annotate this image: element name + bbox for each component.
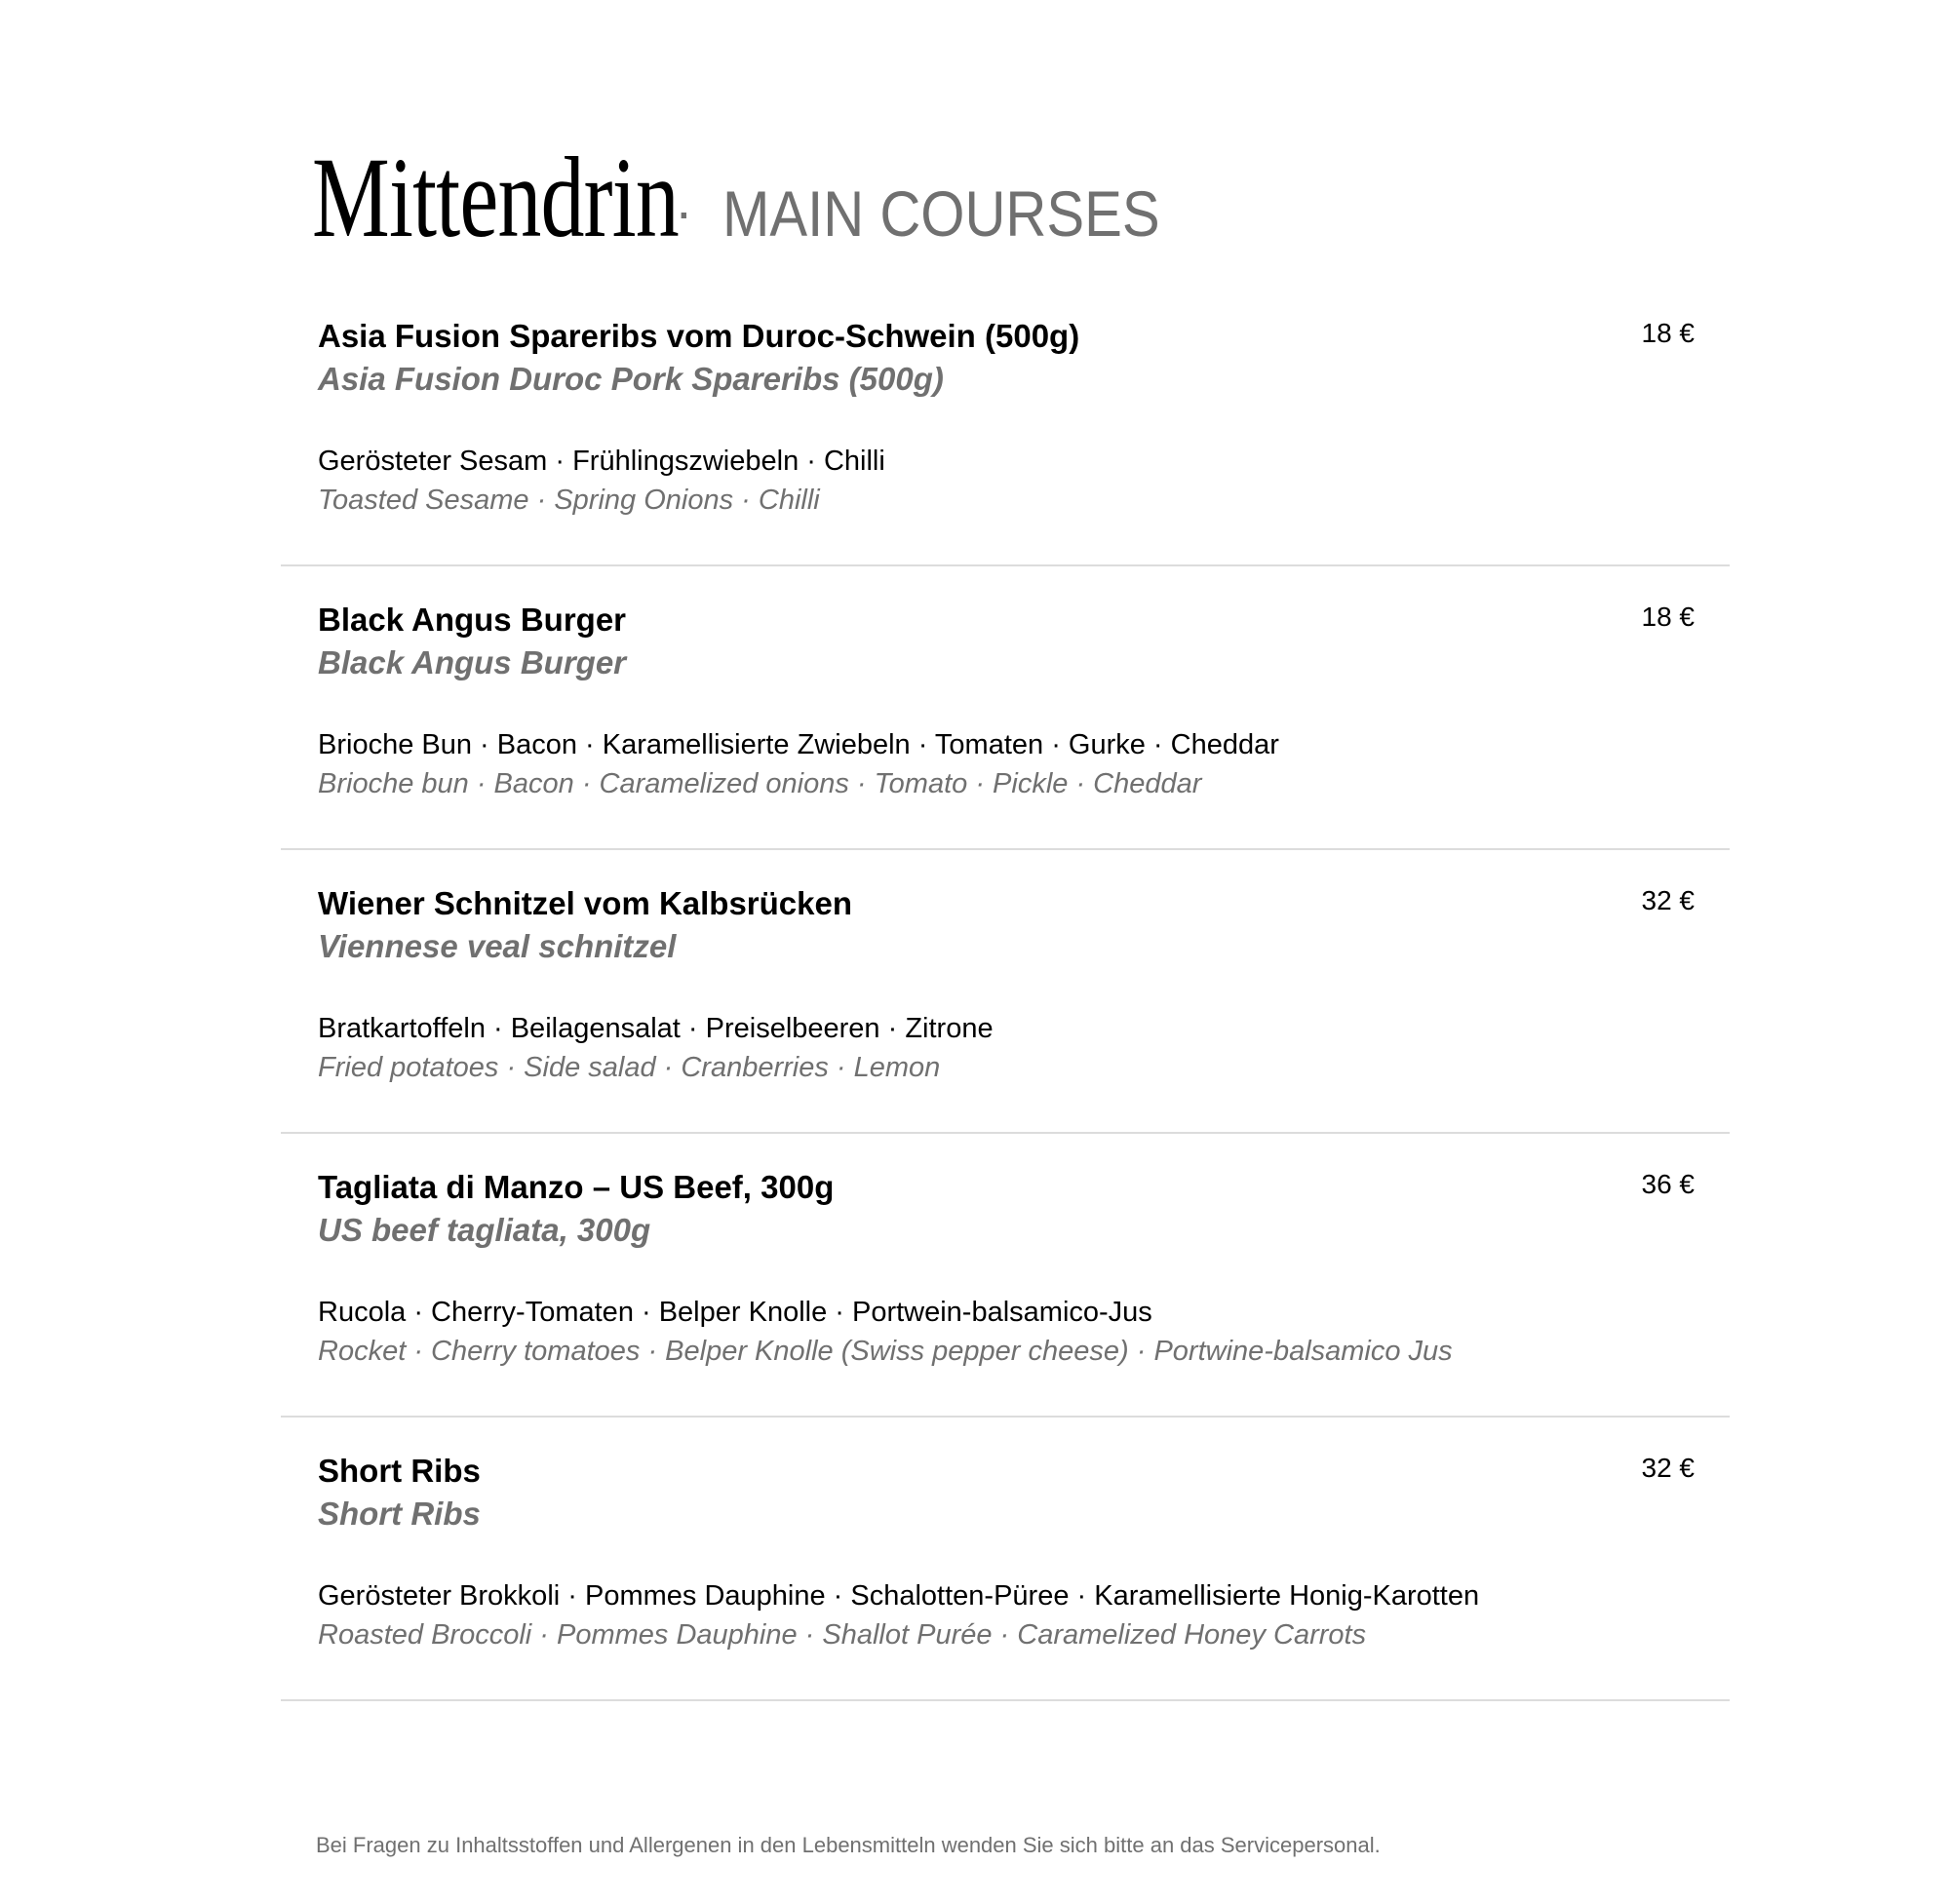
dish-price: 36 € [1641, 1169, 1695, 1199]
dish-name-en: US beef tagliata, 300g [318, 1212, 651, 1248]
dish-name-de: Black Angus Burger [318, 602, 627, 638]
dish-description-de: Rucola · Cherry-Tomaten · Belper Knolle · Portwein-balsamico-Jus [318, 1297, 1152, 1328]
dish-name-de: Tagliata di Manzo – US Beef, 300g [318, 1169, 835, 1205]
section-title: MAIN COURSES [722, 177, 1160, 250]
dish-name-de: Asia Fusion Spareribs vom Duroc-Schwein (500g) [318, 318, 1080, 354]
dish-description-de: Brioche Bun · Bacon · Karamellisierte Zwiebeln · Tomaten · Gurke · Cheddar [318, 729, 1279, 760]
dish-name-de: Short Ribs [318, 1453, 481, 1489]
dish-description-de: Bratkartoffeln · Beilagensalat · Preiselbeeren · Zitrone [318, 1013, 994, 1044]
dish-name-en: Black Angus Burger [318, 644, 627, 680]
menu-item [281, 850, 1730, 1134]
menu-list [281, 283, 1730, 1701]
dish-name-en: Short Ribs [318, 1496, 481, 1532]
dish-price: 32 € [1641, 1453, 1695, 1483]
dish-name-en: Asia Fusion Duroc Pork Spareribs (500g) [318, 361, 944, 397]
menu-item [281, 283, 1730, 566]
dish-description-de: Gerösteter Brokkoli · Pommes Dauphine · Schalotten-Püree · Karamellisierte Honig-Karotten [318, 1580, 1480, 1612]
dish-price: 18 € [1641, 318, 1695, 348]
dish-price: 18 € [1641, 602, 1695, 632]
dish-description-en: Brioche bun · Bacon · Caramelized onions · Tomato · Pickle · Cheddar [318, 768, 1202, 799]
dish-description-en: Fried potatoes · Side salad · Cranberries · Lemon [318, 1052, 941, 1083]
brand-title: Mittendrin [312, 134, 679, 261]
menu-header [312, 134, 1219, 261]
dish-description-en: Rocket · Cherry tomatoes · Belper Knolle (Swiss pepper cheese) · Portwine-balsamico Jus [318, 1336, 1453, 1367]
allergen-note: Bei Fragen zu Inhaltsstoffen und Allergenen in den Lebensmitteln wenden Sie sich bitte an das Servicepersonal. [316, 1833, 1381, 1857]
dish-price: 32 € [1641, 885, 1695, 915]
dish-description-en: Roasted Broccoli · Pommes Dauphine · Shallot Purée · Caramelized Honey Carrots [318, 1619, 1367, 1651]
menu-item [281, 566, 1730, 850]
title-separator: · [675, 180, 693, 242]
dish-description-en: Toasted Sesame · Spring Onions · Chilli [318, 485, 820, 516]
menu-item [281, 1418, 1730, 1701]
menu-item [281, 1134, 1730, 1418]
dish-name-de: Wiener Schnitzel vom Kalbsrücken [318, 885, 853, 921]
dish-name-en: Viennese veal schnitzel [318, 928, 677, 964]
dish-description-de: Gerösteter Sesam · Frühlingszwiebeln · Chilli [318, 446, 885, 477]
